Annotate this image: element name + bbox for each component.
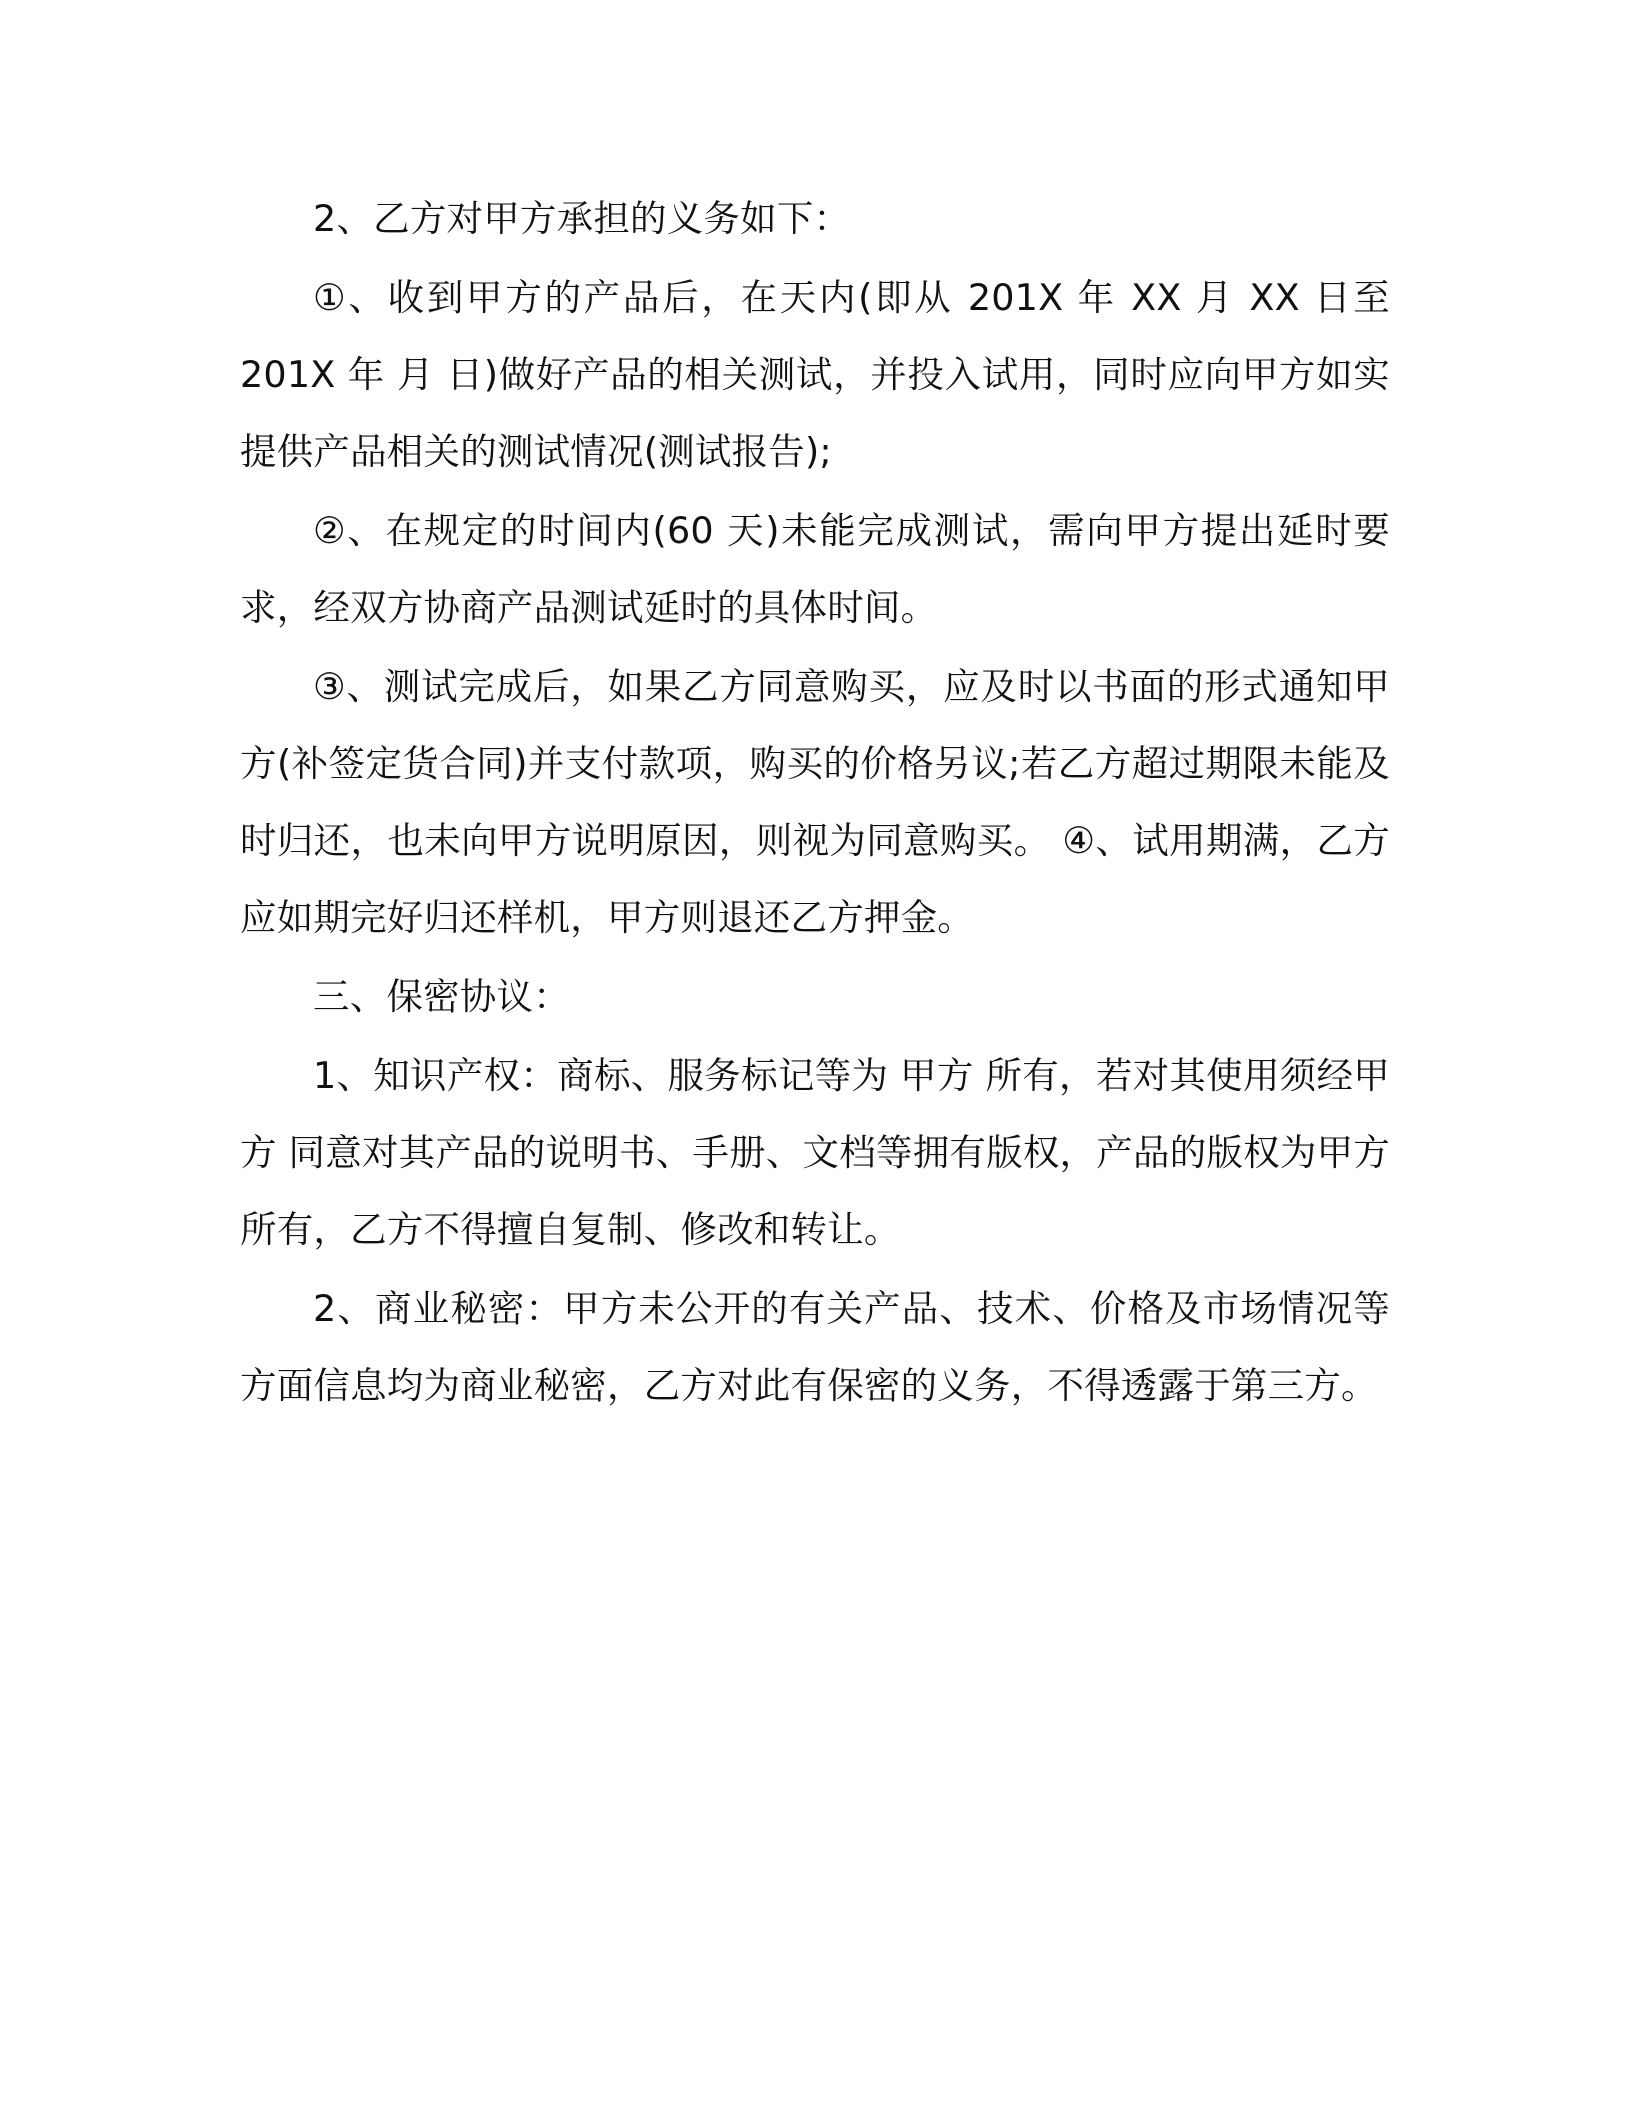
obligation-1-paragraph: ①、收到甲方的产品后，在天内(即从 201X 年 XX 月 XX 日至 201X 年 月 日)做好产品的相关测试，并投入试用，同时应向甲方如实提供产品相关的测试情况(测试报告); <box>240 276 1390 473</box>
trade-secret-clause-paragraph: 2、商业秘密：甲方未公开的有关产品、技术、价格及市场情况等方面信息均为商业秘密，乙方对此有保密的义务，不得透露于第三方。 <box>240 1287 1390 1407</box>
obligation-3-paragraph: ③、测试完成后，如果乙方同意购买，应及时以书面的形式通知甲方(补签定货合同)并支付款项，购买的价格另议;若乙方超过期限未能及时归还，也未向甲方说明原因，则视为同意购买。 ④、试用期满，乙方应如期完好归还样机，甲方则退还乙方押金。 <box>240 665 1390 939</box>
document-body <box>240 180 1390 1426</box>
ip-clause-paragraph: 1、知识产权：商标、服务标记等为 甲方 所有，若对其使用须经甲方 同意对其产品的说明书、手册、文档等拥有版权，产品的版权为甲方所有，乙方不得擅自复制、修改和转让。 <box>240 1054 1390 1251</box>
obligation-2-paragraph: ②、在规定的时间内(60 天)未能完成测试，需向甲方提出延时要求，经双方协商产品测试延时的具体时间。 <box>240 509 1390 629</box>
confidentiality-heading: 三、保密协议： <box>313 975 570 1018</box>
obligations-heading: 2、乙方对甲方承担的义务如下： <box>313 197 851 240</box>
